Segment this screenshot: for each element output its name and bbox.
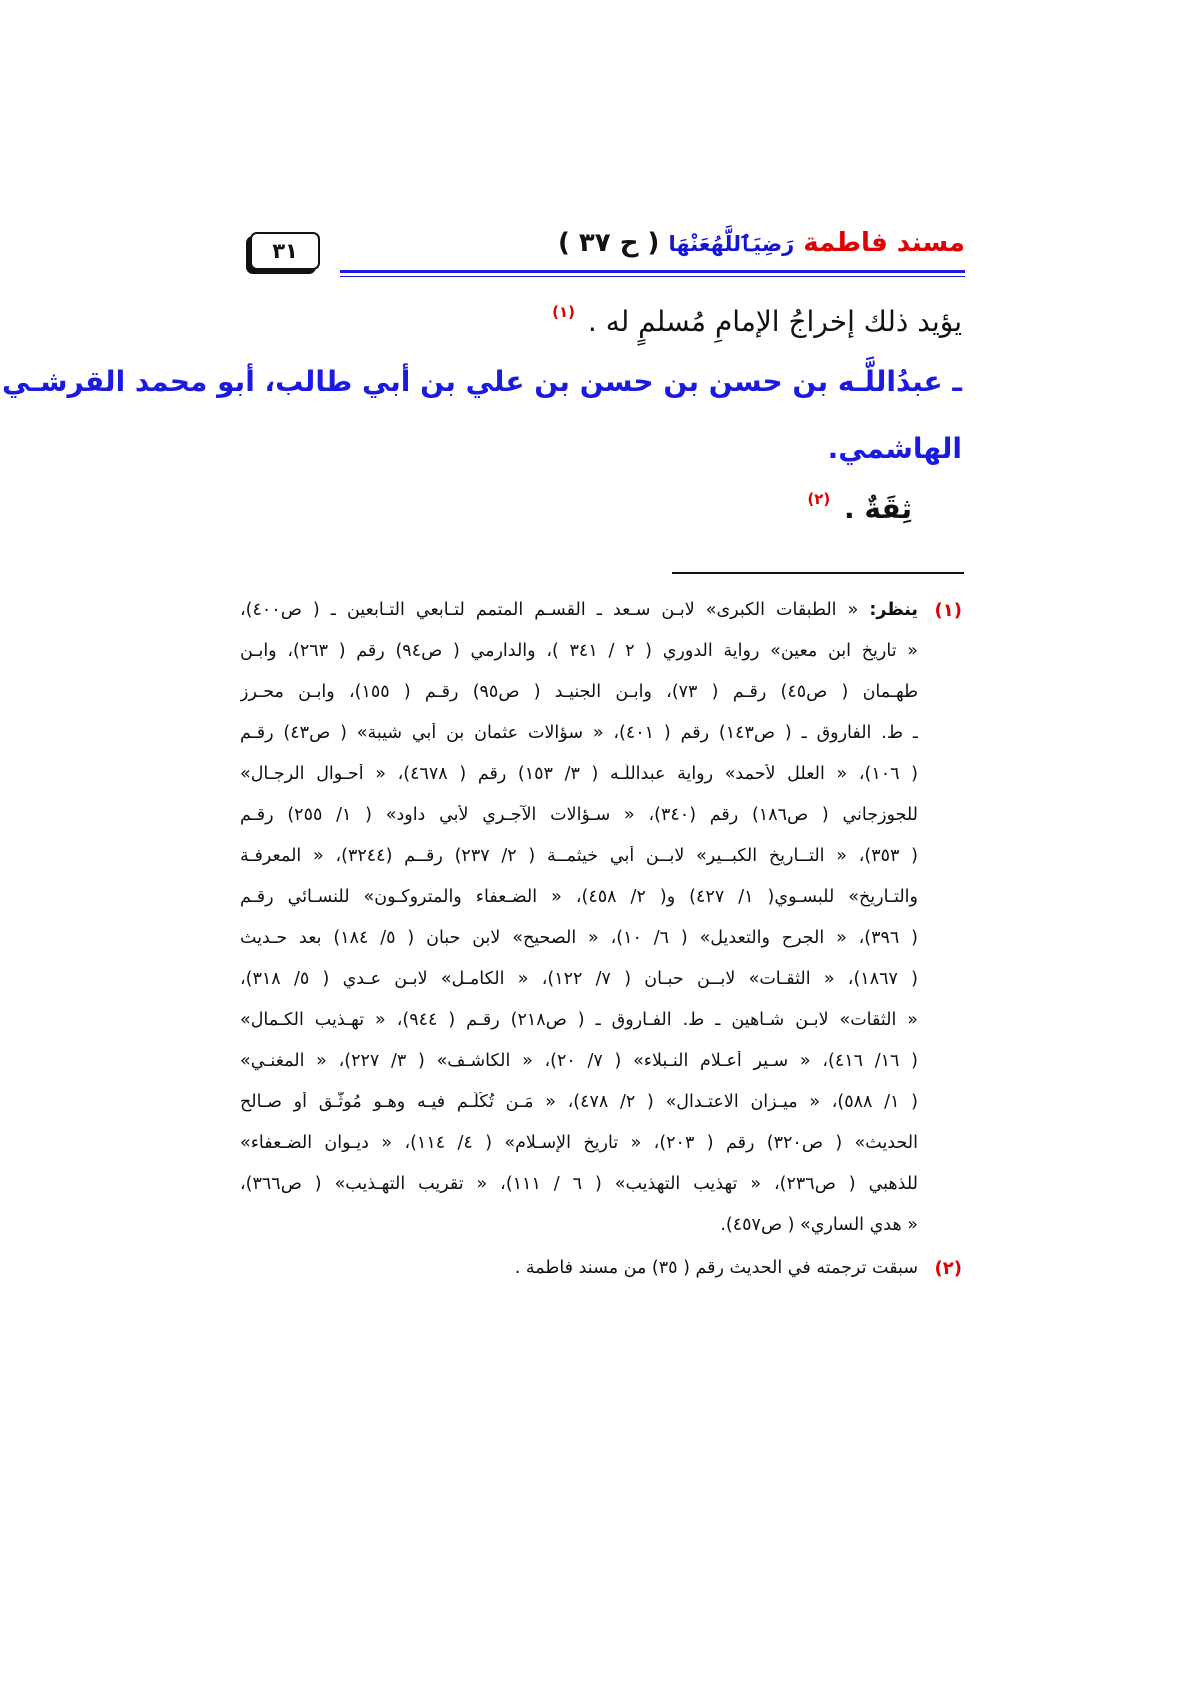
footnote-1-line: ـ ط. الفاروق ـ ( ص١٤٣) رقم ( ٤٠١)، « سؤالات عثمان بن أبي شيبة» ( ص٤٣) رقـم (240, 723, 918, 743)
footnote-1-lead: ينظر: (869, 600, 918, 620)
narrator-grade (807, 490, 912, 525)
footnote-2-text: سبقت ترجمته في الحديث رقم ( ٣٥) من مسند فاطمة . (514, 1258, 918, 1278)
footnote-1-line: ( ١٨٦٧)، « الثقـات» لابــن حبـان ( ٧/ ١٢٢)، « الكامـل» لابـن عـدي ( ٥/ ٣١٨)، (240, 969, 918, 989)
narrator-name-line-2: الهاشمي. (827, 432, 962, 465)
running-title-honorific: رَضِيَٱللَّهُعَنْهَا (668, 232, 795, 256)
footnote-1-line: ( ١٠٦)، « العلل لأحمد» رواية عبداللَّـه ( ٣/ ١٥٣) رقم ( ٤٦٧٨)، « أحـوال الرجـال» (240, 764, 918, 784)
footnote-2-number: (٢) (934, 1258, 962, 1279)
page-number: ٣١ (250, 232, 320, 270)
footnote-1-line: « تاريخ ابن معين» رواية الدوري ( ٢ / ٣٤١ )، والدارمي ( ص٩٤) رقم ( ٢٦٣)، وابـن (240, 641, 918, 661)
header-rule (340, 270, 965, 273)
page-header (250, 228, 965, 280)
footnote-1-number: (١) (934, 600, 962, 621)
footnote-1-line: ( ٣٩٦)، « الجرح والتعديل» ( ٦/ ١٠)، « الصحيح» لابن حبان ( ٥/ ١٨٤) بعد حـديث (240, 928, 918, 948)
footnote-ref-1[interactable]: (١) (552, 303, 576, 321)
narrator-grade-text: ثِقَةٌ . (843, 492, 912, 525)
footnote-1-line (240, 600, 918, 620)
footnote-1-line: « الثقات» لابـن شـاهين ـ ط. الفـاروق ـ ( ص٢١٨) رقـم ( ٩٤٤)، « تهـذيب الكـمال» (240, 1010, 918, 1030)
footnote-1-line: ( ١/ ٥٨٨)، « ميـزان الاعتـدال» ( ٢/ ٤٧٨)، « مَـن تُكُلِّـم فيـه وهـو مُوثَّـق أو صـالح (240, 1092, 918, 1112)
header-rule-thin (340, 276, 965, 277)
narrator-name-line: ـ عبدُاللَّـه بن حسن بن حسن بن علي بن أبي طالب، أبو محمد القرشـي (2, 365, 962, 398)
footnote-1-line: ( ١٦/ ٤١٦)، « سـير أعـلام النـبلاء» ( ٧/ ٢٠)، « الكاشـف» ( ٣/ ٢٢٧)، « المغنـي» (240, 1051, 918, 1071)
footnote-1-line: الحديث» ( ص٣٢٠) رقم ( ٢٠٣)، « تاريخ الإسـلام» ( ٤/ ١١٤)، « ديـوان الضـعفاء» (240, 1133, 918, 1153)
footnote-separator (672, 572, 964, 574)
footnote-ref-2[interactable]: (٢) (807, 490, 831, 508)
footnote-1-line: ( ٣٥٣)، « التــاريخ الكبــير» لابــن أبي خيثمــة ( ٢/ ٢٣٧) رقــم (٣٢٤٤)، « المعرفـة (240, 846, 918, 866)
text-line-1-content: يؤيد ذلك إخراجُ الإمامِ مُسلمٍ له . (587, 305, 962, 338)
running-title-main: مسند فاطمة (803, 228, 965, 258)
footnote-1-line: للذهبي ( ص٢٣٦)، « تهذيب التهذيب» ( ٦ / ١١١)، « تقريب التهـذيب» ( ص٣٦٦)، (240, 1174, 918, 1194)
running-title-hadith-number: ( ح ٣٧ ) (557, 228, 660, 258)
footnote-1-line: والتـاريخ» للبسـوي( ١/ ٤٢٧) و( ٢/ ٤٥٨)، « الضـعفاء والمتروكـون» للنسـائي رقـم (240, 887, 918, 907)
running-title (558, 228, 965, 258)
footnote-1-line: « هدي الساري» ( ص٤٥٧). (720, 1215, 918, 1235)
text-line-1 (552, 303, 962, 338)
footnote-1-line: طهـمان ( ص٤٥) رقـم ( ٧٣)، وابـن الجنيـد ( ص٩٥) رقـم ( ١٥٥)، وابـن محـرز (240, 682, 918, 702)
footnote-1-line-text: « الطبقات الكبرى» لابـن سـعد ـ القسـم المتمم لتـابعي التـابعين ـ ( ص٤٠٠)، (240, 600, 859, 620)
footnote-1-line: للجوزجاني ( ص١٨٦) رقم (٣٤٠)، « سـؤالات الآجـري لأبي داود» ( ١/ ٢٥٥) رقـم (240, 805, 918, 825)
